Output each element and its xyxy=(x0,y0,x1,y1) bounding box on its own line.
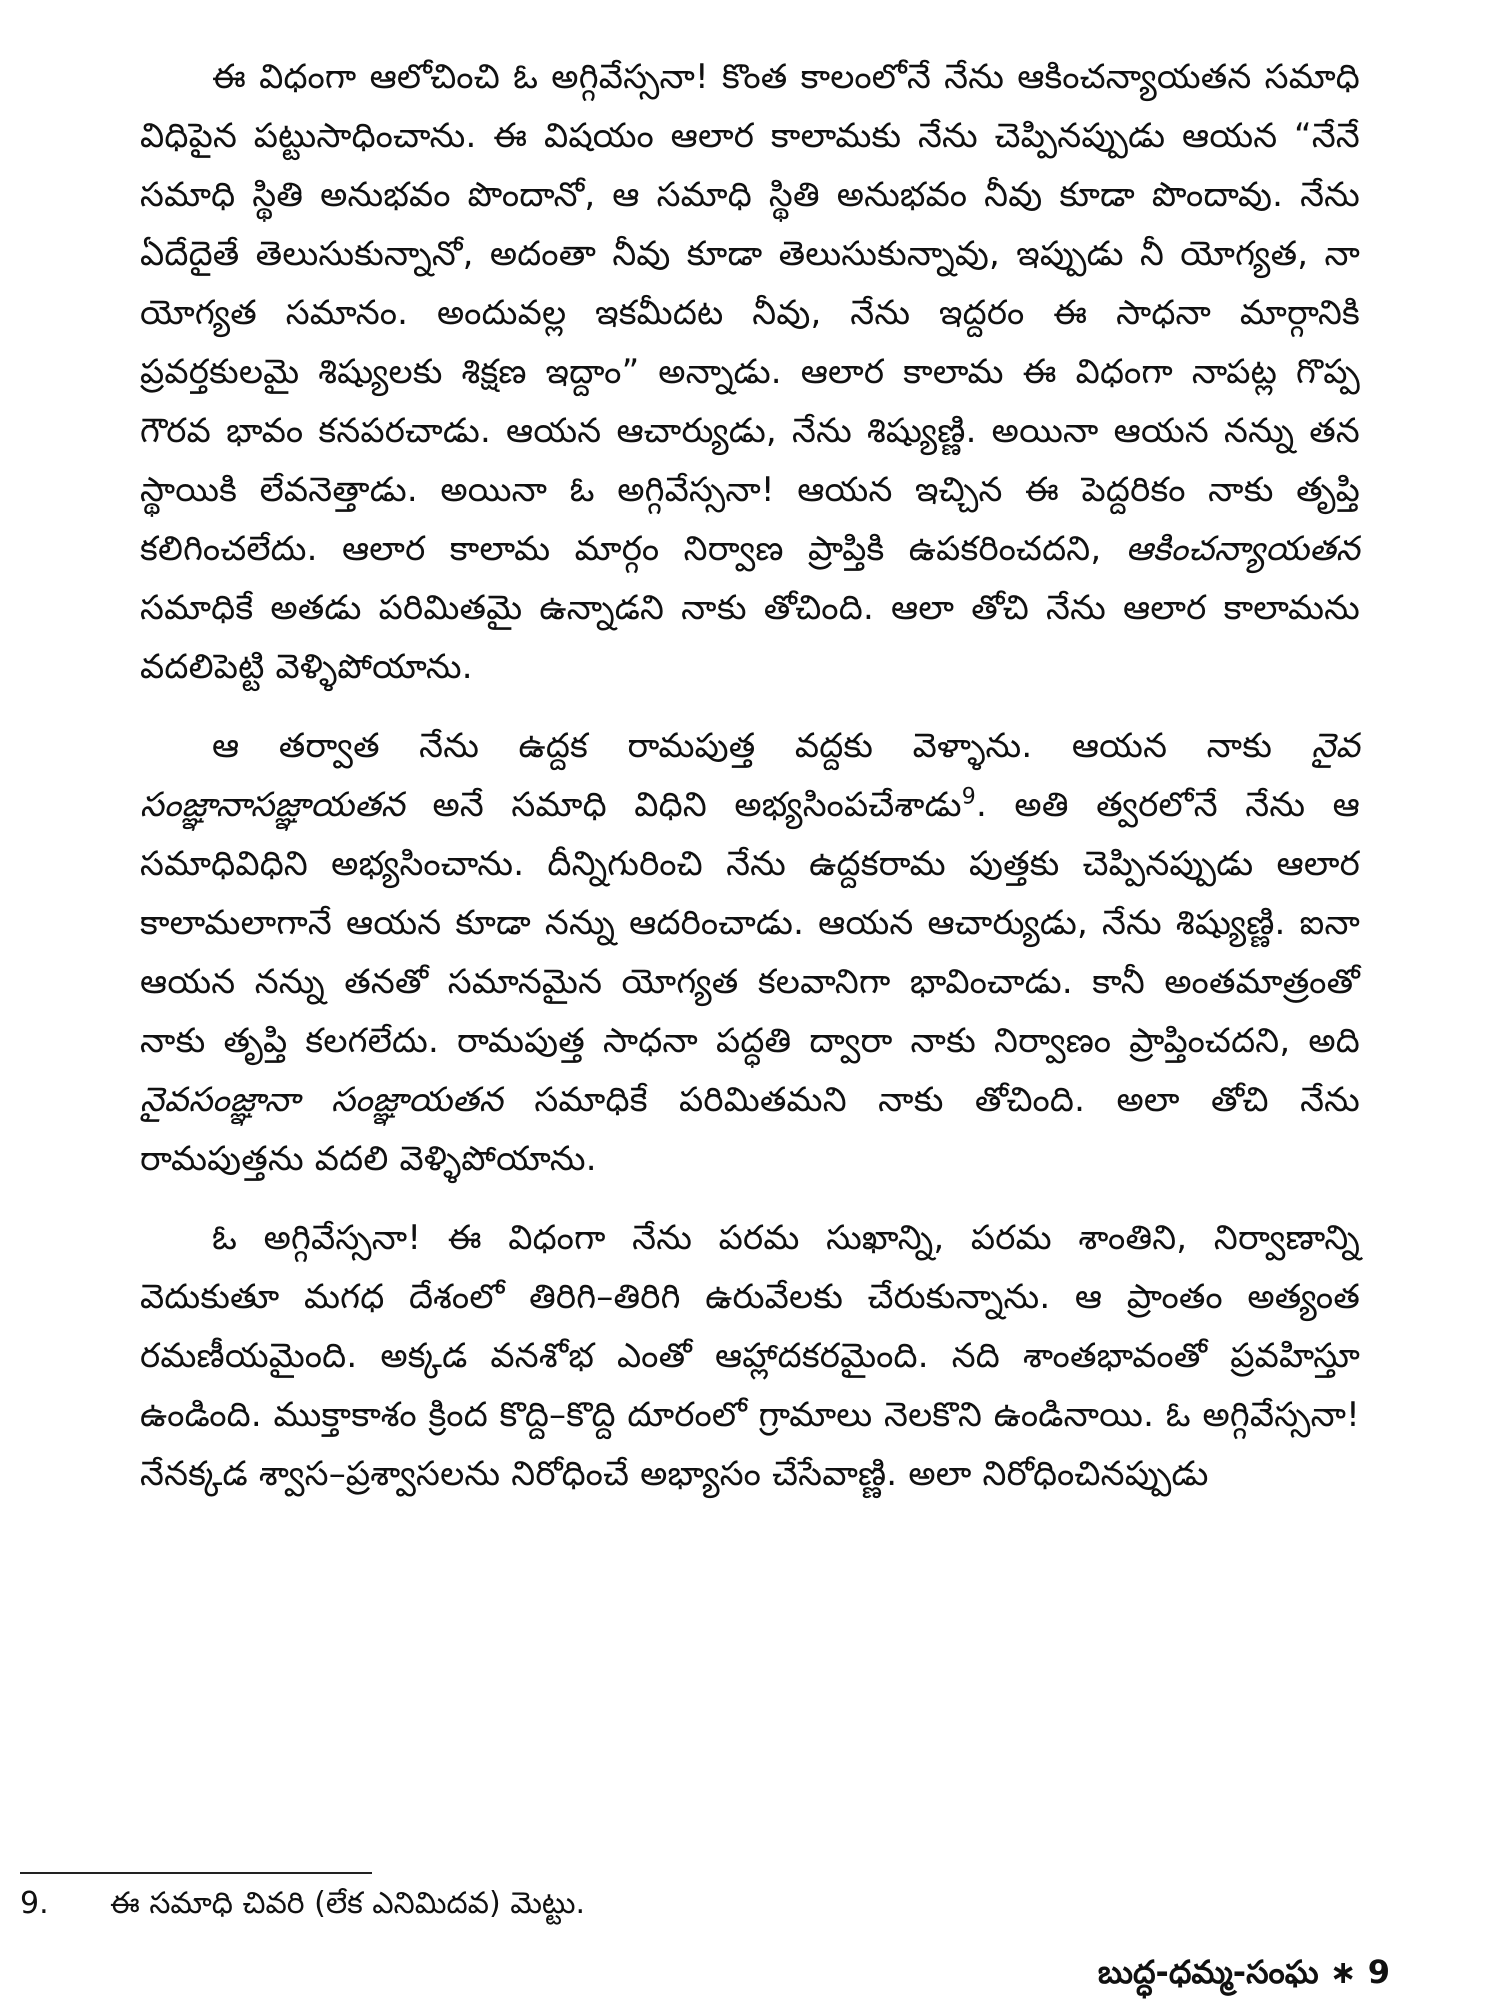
footnote-reference: 9 xyxy=(961,784,976,810)
paragraph-1-run-3: సమాధికే అతడు పరిమితమై ఉన్నాడని నాకు తోచింది. ఆలా తోచి నేను ఆలార కాలామను వదలిపెట్టి వెళ్ళిపోయాను. xyxy=(140,588,1360,687)
paragraph-2-italic-term-2: నైవసంజ్ఞానా సంజ్ఞాయతన xyxy=(140,1080,504,1120)
footnote-divider xyxy=(20,1872,372,1874)
paragraph-2-run-3: అనే సమాధి విధిని అభ్యసింపచేశాడు xyxy=(404,785,962,825)
paragraph-2-italic-term-1: నైవ సంజ్ఞానాసజ్ఞాయతన xyxy=(140,726,1360,825)
paragraph-1-run-1: ఈ విధంగా ఆలోచించి ఓ అగ్గివేస్సనా! కొంత కాలంలోనే నేను ఆకించన్యాయతన సమాధి విధిపైన పట్టుసాధించాను. ఈ విషయం ఆలార కాలామకు నేను చెప్పినప్పుడు ఆయన “నేనే సమాధి స్థితి అనుభవం పొందానో, ఆ సమాధి స్థితి అనుభవం నీవు కూడా పొందావు. నేను ఏదేదైతే తెలుసుకున్నానో, అదంతా నీవు కూడా తెలుసుకున్నావు, ఇప్పుడు నీ యోగ్యత, నా యోగ్యత సమానం. అందువల్ల ఇకమీదట నీవు, నేను ఇద్దరం ఈ సాధనా మార్గానికి ప్రవర్తకులమై శిష్యులకు శిక్షణ ఇద్దాం” అన్నాడు. ఆలార కాలామ ఈ విధంగా నాపట్ల గొప్ప గౌరవ భావం కనపరచాడు. ఆయన ఆచార్యుడు, నేను శిష్యుణ్ణి. అయినా ఆయన నన్ను తన స్థాయికి లేవనెత్తాడు. అయినా ఓ అగ్గివేస్సనా! ఆయన ఇచ్చిన ఈ పెద్దరికం నాకు తృప్తి కలిగించలేదు. ఆలార కాలామ మార్గం నిర్వాణ ప్రాప్తికి ఉపకరించదని, xyxy=(140,57,1360,569)
page-body xyxy=(140,48,1360,1524)
page-footer: బుద్ధ-ధమ్మ-సంఘ ∗ 9 xyxy=(1097,1953,1390,1991)
paragraph-1 xyxy=(140,48,1360,697)
paragraph-2 xyxy=(140,717,1360,1189)
paragraph-1-italic-term: ఆకించన్యాయతన xyxy=(1125,529,1360,569)
paragraph-2-run-7: సమాధికే పరిమితమని నాకు తోచింది. అలా తోచి నేను రామపుత్తను వదలి వెళ్ళిపోయాను. xyxy=(140,1080,1360,1179)
footnote-number: 9. xyxy=(20,1886,49,1921)
paragraph-3-run-1: ఓ అగ్గివేస్సనా! ఈ విధంగా నేను పరమ సుఖాన్ని, పరమ శాంతిని, నిర్వాణాన్ని వెదుకుతూ మగధ దేశంలో తిరిగి–తిరిగి ఉరువేలకు చేరుకున్నాను. ఆ ప్రాంతం అత్యంత రమణీయమైంది. అక్కడ వనశోభ ఎంతో ఆహ్లాదకరమైంది. నది శాంతభావంతో ప్రవహిస్తూ ఉండింది. ముక్తాకాశం క్రింద కొద్ది–కొద్ది దూరంలో గ్రామాలు నెలకొని ఉండినాయి. ఓ అగ్గివేస్సనా! నేనక్కడ శ్వాస–ప్రశ్వాసలను నిరోధించే అభ్యాసం చేసేవాణ్ణి. అలా నిరోధించినప్పుడు xyxy=(140,1218,1360,1494)
footnote-text: ఈ సమాధి చివరి (లేక ఎనిమిదవ) మెట్టు. xyxy=(110,1886,586,1921)
paragraph-3 xyxy=(140,1209,1360,1504)
paragraph-2-run-5: . అతి త్వరలోనే నేను ఆ సమాధివిధిని అభ్యసించాను. దీన్నిగురించి నేను ఉద్దకరామ పుత్తకు చెప్పినప్పుడు ఆలార కాలామలాగానే ఆయన కూడా నన్ను ఆదరించాడు. ఆయన ఆచార్యుడు, నేను శిష్యుణ్ణి. ఐనా ఆయన నన్ను తనతో సమానమైన యోగ్యత కలవానిగా భావించాడు. కానీ అంతమాత్రంతో నాకు తృప్తి కలగలేదు. రామపుత్త సాధనా పద్ధతి ద్వారా నాకు నిర్వాణం ప్రాప్తించదని, అది xyxy=(140,785,1360,1061)
paragraph-2-run-1: ఆ తర్వాత నేను ఉద్దక రామపుత్త వద్దకు వెళ్ళాను. ఆయన నాకు xyxy=(212,726,1312,766)
footnote xyxy=(20,1882,1320,1926)
